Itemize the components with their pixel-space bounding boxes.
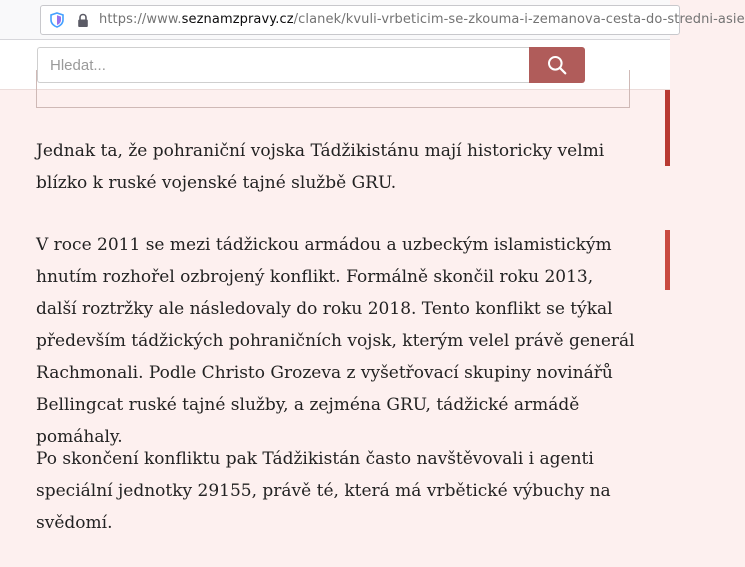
article-info-box — [36, 70, 630, 108]
address-field[interactable] — [40, 5, 745, 35]
article-paragraph-3: Po skončení konfliktu pak Tádžikistán často navštěvovali i agenti speciální jednotky 29155, právě té, která má vrbětické výbuchy na svědomí. — [36, 449, 611, 533]
scroll-indicator-lower — [665, 230, 670, 290]
tracking-shield-icon[interactable] — [49, 12, 65, 28]
lock-icon[interactable] — [76, 13, 90, 28]
url-prefix: https://www. — [99, 12, 182, 27]
url-path: /clanek/kvuli-vrbeticim-se-zkouma-i-zemanova-cesta-do-stredni-asie — [293, 12, 745, 27]
browser-url-bar — [0, 0, 745, 40]
article-content — [0, 90, 670, 567]
article-paragraph-2: V roce 2011 se mezi tádžickou armádou a uzbeckým islamistickým hnutím rozhořel ozbrojený konflikt. Formálně skončil roku 2013, další roztržky ale následovaly do roku 2018. Tento konflikt se týkal především tádžických pohraničních vojsk, kterým velel právě generál Rachmonali. Podle Christo Grozeva z vyšetřovací skupiny novinářů Bellingcat ruské tajné služby, a zejména GRU, tádžické armádě pomáhaly. — [36, 235, 635, 447]
article-paragraph-1: Jednak ta, že pohraniční vojska Tádžikistánu mají historicky velmi blízko k ruské vojenské tajné službě GRU. — [36, 141, 605, 193]
url-host: seznamzpravy.cz — [181, 12, 294, 27]
scroll-indicator — [665, 90, 670, 166]
url-text — [99, 12, 745, 27]
